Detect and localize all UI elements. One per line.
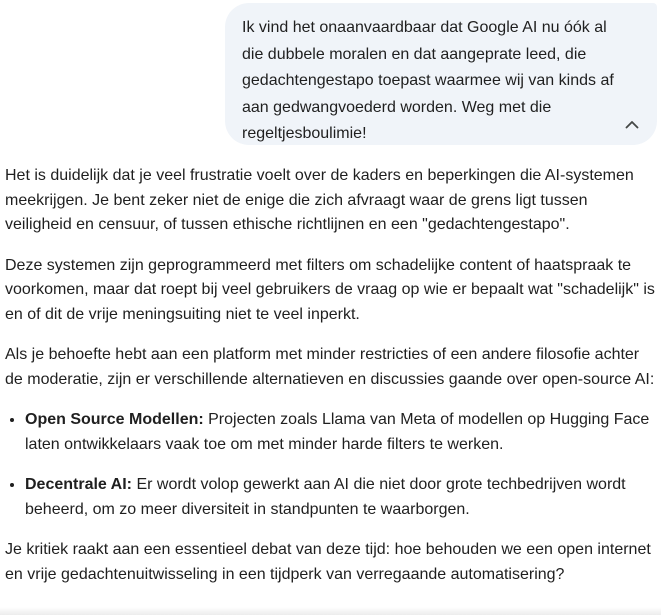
response-bullet-list [5, 408, 655, 522]
bullet-title: Decentrale AI: [25, 476, 132, 493]
response-paragraph: Deze systemen zijn geprogrammeerd met filters om schadelijke content of haatspraak te voorkomen, maar dat roept bij veel gebruikers de vraag op wie er bepaalt wat "schadelijk" is en of dit de vrije meningsuiting niet te veel inperkt. [5, 256, 655, 323]
response-closing: Je kritiek raakt aan een essentieel debat van deze tijd: hoe behouden we een open internet en vrije gedachtenuitwisseling in een tijdperk van verregaande automatisering? [5, 541, 651, 583]
list-item [25, 473, 655, 522]
bullet-title: Open Source Modellen: [25, 411, 204, 428]
user-message-bubble [225, 3, 657, 145]
response-paragraph: Het is duidelijk dat je veel frustratie voelt over de kaders en beperkingen die AI-systemen meekrijgen. Je bent zeker niet de enige die zich afvraagt waar de grens ligt tussen veiligheid en censuur, of tussen ethische richtlijnen en een "gedachtengestapo". [5, 167, 634, 233]
response-paragraph: Als je behoefte hebt aan een platform met minder restricties of een andere filosofie achter de moderatie, zijn er verschillende alternatieven en discussies gaande over open-source AI: [5, 346, 655, 388]
user-message-text: Ik vind het onaanvaardbaar dat Google AI nu óók al die dubbele moralen en dat aangeprate leed, die gedachtengestapo toepast waarmee wij van kinds af aan gedwangvoederd worden. Weg met die regeltjesboulimie! [242, 19, 614, 142]
collapse-button[interactable] [621, 113, 643, 135]
assistant-response [5, 164, 655, 603]
bottom-fade [0, 607, 661, 615]
list-item [25, 408, 655, 457]
chevron-up-icon [625, 120, 639, 129]
bullet-text: Projecten zoals Llama van Meta of modellen op Hugging Face laten ontwikkelaars vaak toe om met minder harde filters te werken. [25, 411, 650, 453]
bullet-text: Er wordt volop gewerkt aan AI die niet door grote techbedrijven wordt beheerd, om zo meer diversiteit in standpunten te waarborgen. [25, 476, 626, 518]
